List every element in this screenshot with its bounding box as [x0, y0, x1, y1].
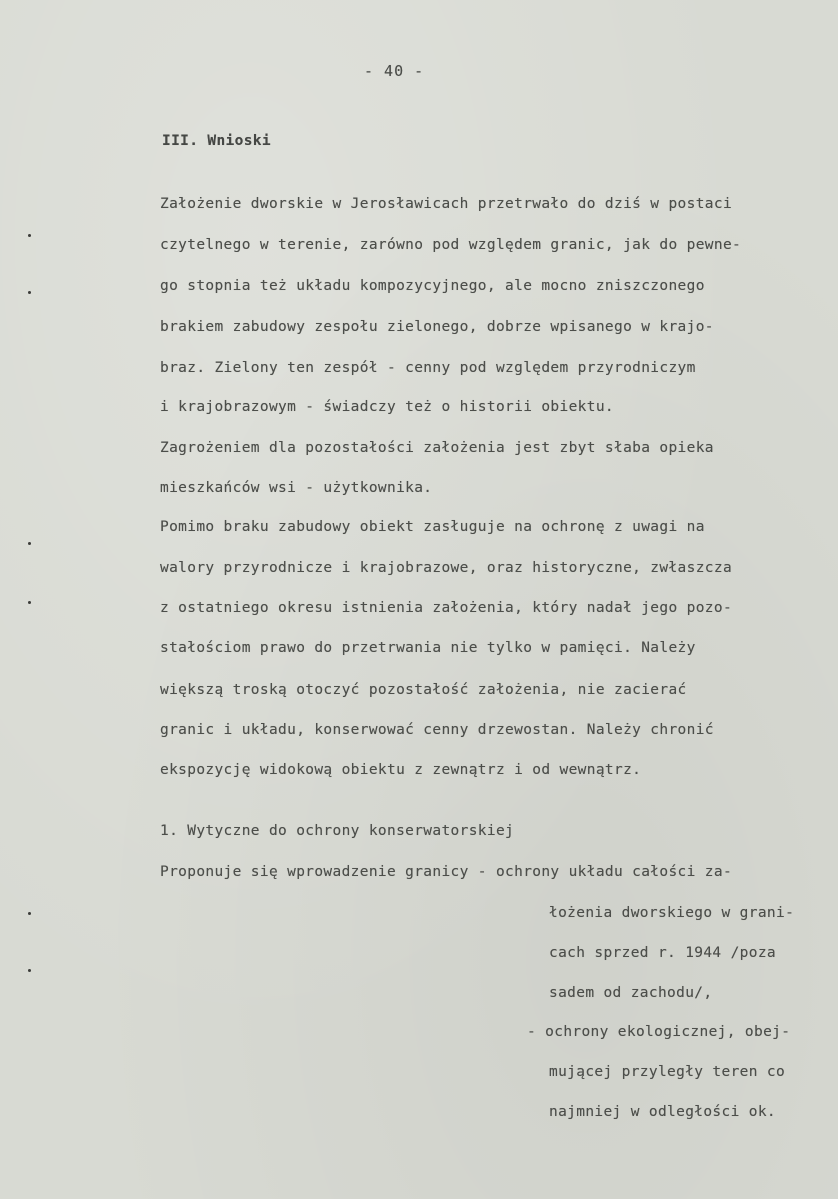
proposal-item-1-line: cach sprzed r. 1944 /poza [549, 945, 776, 961]
paragraph-1-line: brakiem zabudowy zespołu zielonego, dobrze wpisanego w krajo- [160, 319, 714, 335]
paragraph-3-line: granic i układu, konserwować cenny drzewostan. Należy chronić [160, 722, 714, 738]
margin-dot [28, 234, 31, 237]
paragraph-1-line: Założenie dworskie w Jerosławicach przetrwało do dziś w postaci [160, 196, 733, 212]
proposal-item-2-line: mującej przyległy teren co [549, 1064, 786, 1080]
paragraph-1-line: braz. Zielony ten zespół - cenny pod względem przyrodniczym [160, 360, 696, 376]
paragraph-2-line: mieszkańców wsi - użytkownika. [160, 480, 433, 496]
margin-dot [28, 291, 31, 294]
section-heading: III. Wnioski [162, 133, 271, 149]
proposal-intro-line: Proponuje się wprowadzenie granicy - ochrony układu całości za- [160, 864, 733, 880]
guidelines-subheading: 1. Wytyczne do ochrony konserwatorskiej [160, 823, 515, 839]
paragraph-3-line: stałościom prawo do przetrwania nie tylko w pamięci. Należy [160, 640, 696, 656]
paragraph-3-line: ekspozycję widokową obiektu z zewnątrz i od wewnątrz. [160, 762, 642, 778]
paragraph-3-line: walory przyrodnicze i krajobrazowe, oraz historyczne, zwłaszcza [160, 560, 733, 576]
paragraph-3-line: Pomimo braku zabudowy obiekt zasługuje na ochronę z uwagi na [160, 519, 705, 535]
proposal-item-1-line: łożenia dworskiego w grani- [549, 905, 795, 921]
margin-dot [28, 542, 31, 545]
paragraph-1-line: go stopnia też układu kompozycyjnego, ale mocno zniszczonego [160, 278, 705, 294]
margin-dot [28, 601, 31, 604]
page-number: - 40 - [364, 62, 425, 80]
paragraph-3-line: z ostatniego okresu istnienia założenia, który nadał jego pozo- [160, 600, 733, 616]
paragraph-2-line: Zagrożeniem dla pozostałości założenia jest zbyt słaba opieka [160, 440, 714, 456]
proposal-item-1-line: sadem od zachodu/, [549, 985, 713, 1001]
paragraph-1-line: i krajobrazowym - świadczy też o historii obiektu. [160, 399, 614, 415]
proposal-item-2-line: najmniej w odległości ok. [549, 1104, 776, 1120]
margin-dot [28, 969, 31, 972]
paragraph-1-line: czytelnego w terenie, zarówno pod względem granic, jak do pewne- [160, 237, 742, 253]
proposal-item-2-line: - ochrony ekologicznej, obej- [527, 1024, 791, 1040]
margin-dot [28, 912, 31, 915]
paragraph-3-line: większą troską otoczyć pozostałość założenia, nie zacierać [160, 682, 687, 698]
